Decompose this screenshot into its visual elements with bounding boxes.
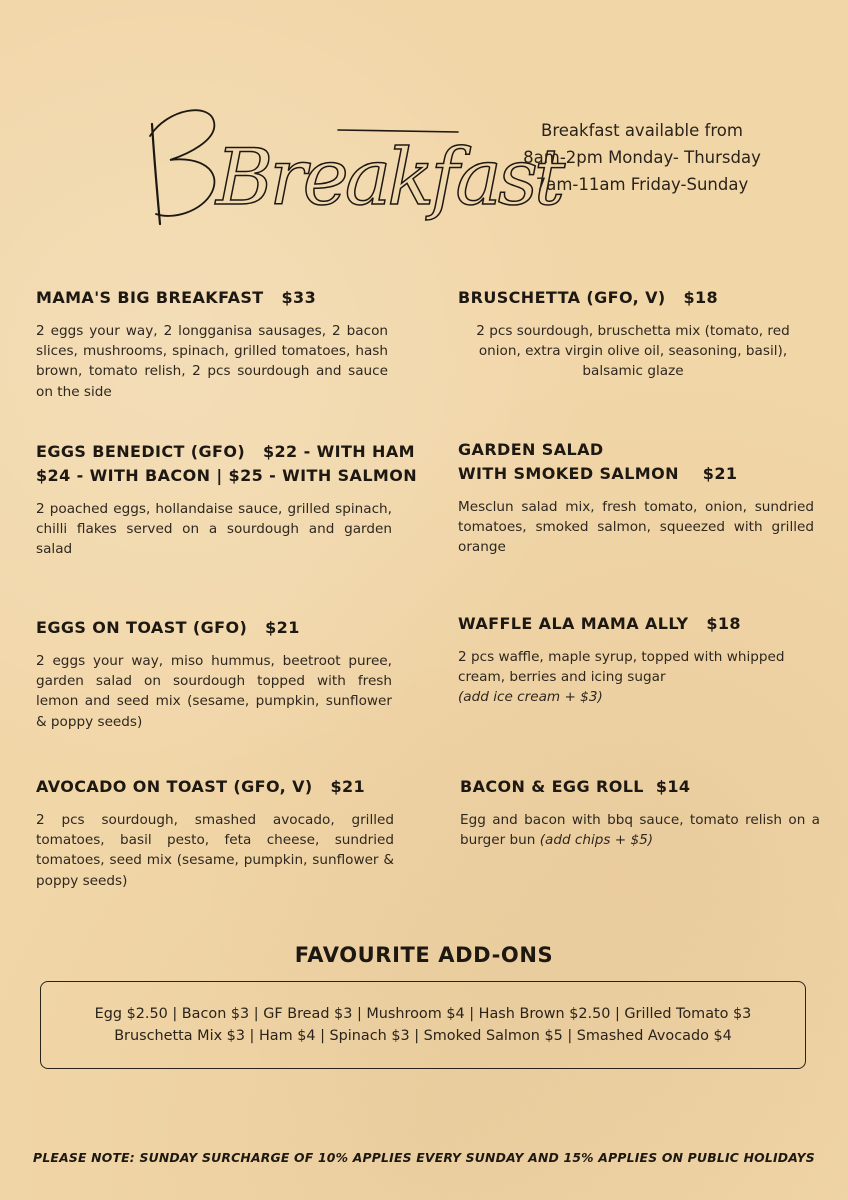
menu-item-note: (add chips + $5) [539,832,654,849]
menu-item-garden-salad [458,438,814,558]
title-script-text: Breakfast [216,133,562,223]
menu-item-title: BRUSCHETTA (GFO, V) $18 [458,288,719,307]
menu-item-bacon-egg-roll [460,775,820,850]
menu-item-description: 2 eggs your way, 2 longganisa sausages, 2 bacon slices, mushrooms, spinach, grilled tomatoes, hash brown, tomato relish, 2 pcs sourdough and sauce on the side [36,323,388,400]
menu-item-description: 2 eggs your way, miso hummus, beetroot puree, garden salad on sourdough topped with fresh lemon and seed mix (sesame, pumpkin, sunflower & poppy seeds) [36,653,392,730]
menu-item-description: 2 pcs waffle, maple syrup, topped with whipped cream, berries and icing sugar (add ice cream + $3) [458,649,785,706]
menu-item-description: Egg and bacon with bbq sauce, tomato relish on a burger bun (add chips + $5) [460,812,820,849]
menu-item-title: MAMA'S BIG BREAKFAST $33 [36,288,317,307]
page-title [148,96,562,234]
menu-item-note: (add ice cream + $3) [458,689,603,706]
menu-item-description: 2 pcs sourdough, smashed avocado, grilled tomatoes, basil pesto, feta cheese, sundried tomatoes, seed mix (sesame, pumpkin, sunflower & poppy seeds) [36,812,394,889]
addons-line-2: Bruschetta Mix $3 | Ham $4 | Spinach $3 | Smoked Salmon $5 | Smashed Avocado $4 [114,1028,732,1044]
menu-item-waffle [458,612,818,708]
menu-item-title: BACON & EGG ROLL $14 [460,777,691,796]
menu-item-title: WAFFLE ALA MAMA ALLY $18 [458,614,741,633]
menu-item-description: 2 poached eggs, hollandaise sauce, grilled spinach, chilli flakes served on a sourdough and garden salad [36,501,392,558]
menu-item-eggs-benedict [36,440,418,560]
menu-item-avocado-on-toast [36,775,394,891]
menu-item-title: EGGS ON TOAST (GFO) $21 [36,618,300,637]
menu-item-description: Mesclun salad mix, fresh tomato, onion, sundried tomatoes, smoked salmon, squeezed with grilled orange [458,499,814,556]
menu-item-title: EGGS BENEDICT (GFO) $22 - WITH HAM $24 - WITH BACON | $25 - WITH SALMON [36,442,418,485]
menu-item-eggs-on-toast [36,616,392,732]
breakfast-hours [478,117,806,198]
menu-item-bruschetta [458,286,808,382]
menu-item-title: GARDEN SALAD WITH SMOKED SALMON $21 [458,440,738,483]
hours-line-1: Breakfast available from [541,121,743,140]
hours-line-3: 7am-11am Friday-Sunday [535,175,749,194]
addons-box [40,981,806,1069]
hours-line-2: 8am-2pm Monday- Thursday [523,148,761,167]
menu-item-mamas-big-breakfast [36,286,388,402]
surcharge-note: PLEASE NOTE: SUNDAY SURCHARGE OF 10% APPLIES EVERY SUNDAY AND 15% APPLIES ON PUBLIC HOLIDAYS [33,1150,815,1165]
addons-line-1: Egg $2.50 | Bacon $3 | GF Bread $3 | Mushroom $4 | Hash Brown $2.50 | Grilled Tomato $3 [94,1006,752,1022]
menu-item-description: 2 pcs sourdough, bruschetta mix (tomato, red onion, extra virgin olive oil, seasoning, basil), balsamic glaze [476,323,790,380]
menu-item-title: AVOCADO ON TOAST (GFO, V) $21 [36,777,366,796]
addons-title: FAVOURITE ADD-ONS [294,943,554,967]
